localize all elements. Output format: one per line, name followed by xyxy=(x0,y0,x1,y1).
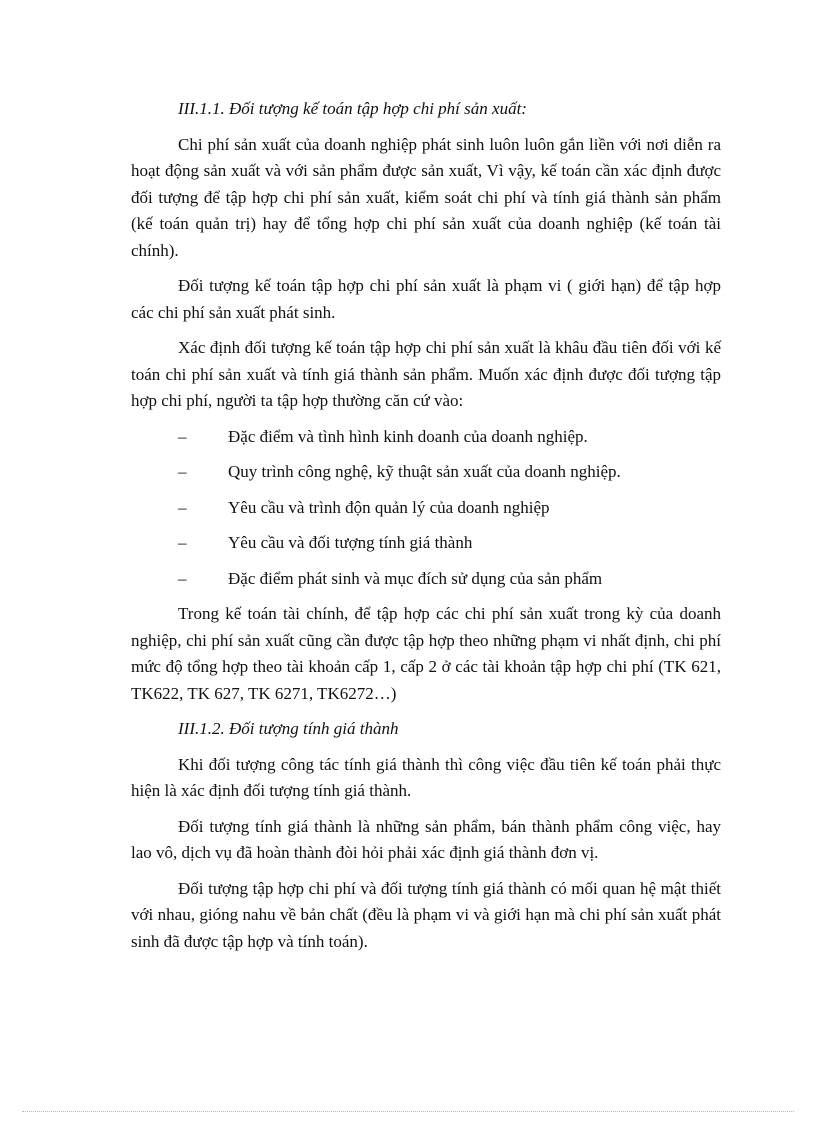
list-item-text: Quy trình công nghệ, kỹ thuật sản xuất của doanh nghiệp. xyxy=(228,462,621,481)
list-item xyxy=(131,566,721,593)
dash-bullet: – xyxy=(178,426,187,446)
dash-bullet: – xyxy=(178,568,187,588)
dash-bullet: – xyxy=(178,533,187,552)
paragraph: Trong kế toán tài chính, để tập hợp các chi phí sản xuất trong kỳ của doanh nghiệp, chi phí sản xuất cũng cần được tập hợp theo những phạm vi nhất định, chi phí mức độ tổng hợp theo tài khoản cấp 1, cấp 2 ở các tài khoản tập hợp chi phí (TK 621, TK622, TK 627, TK 6271, TK6272…) xyxy=(131,604,721,703)
dash-bullet: – xyxy=(178,497,187,517)
list-item-text: Yêu cầu và trình độn quản lý của doanh nghiệp xyxy=(228,497,550,517)
paragraph: Đối tượng tính giá thành là những sản phẩm, bán thành phẩm công việc, hay lao vô, dịch vụ đã hoàn thành đòi hỏi phải xác định giá thành đơn vị. xyxy=(131,816,721,862)
list-item xyxy=(131,495,721,522)
dash-bullet: – xyxy=(178,462,187,481)
paragraph: Khi đối tượng công tác tính giá thành thì công việc đầu tiên kế toán phải thực hiện là xác định đối tượng tính giá thành. xyxy=(131,754,721,800)
paragraph: Đối tượng kế toán tập hợp chi phí sản xuất là phạm vi ( giới hạn) để tập hợp các chi phí sản xuất phát sinh. xyxy=(131,276,721,322)
section-heading-1: III.1.1. Đối tượng kế toán tập hợp chi phí sản xuất: xyxy=(178,99,527,118)
paragraph: Đối tượng tập hợp chi phí và đối tượng tính giá thành có mối quan hệ mật thiết với nhau, gióng nahu về bản chất (đều là phạm vi và giới hạn mà chi phí sản xuất phát sinh đã được tập hợp và tính toán). xyxy=(131,878,721,951)
list-item-text: Đặc điểm và tình hình kinh doanh của doanh nghiệp. xyxy=(228,426,588,446)
paragraph: Chi phí sản xuất của doanh nghiệp phát sinh luôn luôn gắn liền với nơi diễn ra hoạt động sản xuất và với sản phẩm được sản xuất, Vì vậy, kế toán cần xác định được đối tượng để tập hợp chi phí sản xuất, kiểm soát chi phí và tính giá thành sản phẩm (kế toán quản trị) hay để tổng hợp chi phí sản xuất của doanh nghiệp (kế toán tài chính). xyxy=(131,134,721,260)
page-bottom-divider xyxy=(22,1111,794,1112)
paragraph: Xác định đối tượng kế toán tập hợp chi phí sản xuất là khâu đầu tiên đối với kế toán chi phí sản xuất và tính giá thành sản phẩm. Muốn xác định được đối tượng tập hợp chi phí, người ta tập hợp thường căn cứ vào: xyxy=(131,338,721,410)
list-item-text: Đặc điểm phát sinh và mục đích sử dụng của sản phẩm xyxy=(228,568,603,588)
section-heading-2: III.1.2. Đối tượng tính giá thành xyxy=(178,719,399,738)
page-content xyxy=(131,96,721,964)
list-item xyxy=(131,530,721,557)
list-item-text: Yêu cầu và đối tượng tính giá thành xyxy=(228,533,473,552)
list-item xyxy=(131,459,721,486)
list-item xyxy=(131,424,721,451)
